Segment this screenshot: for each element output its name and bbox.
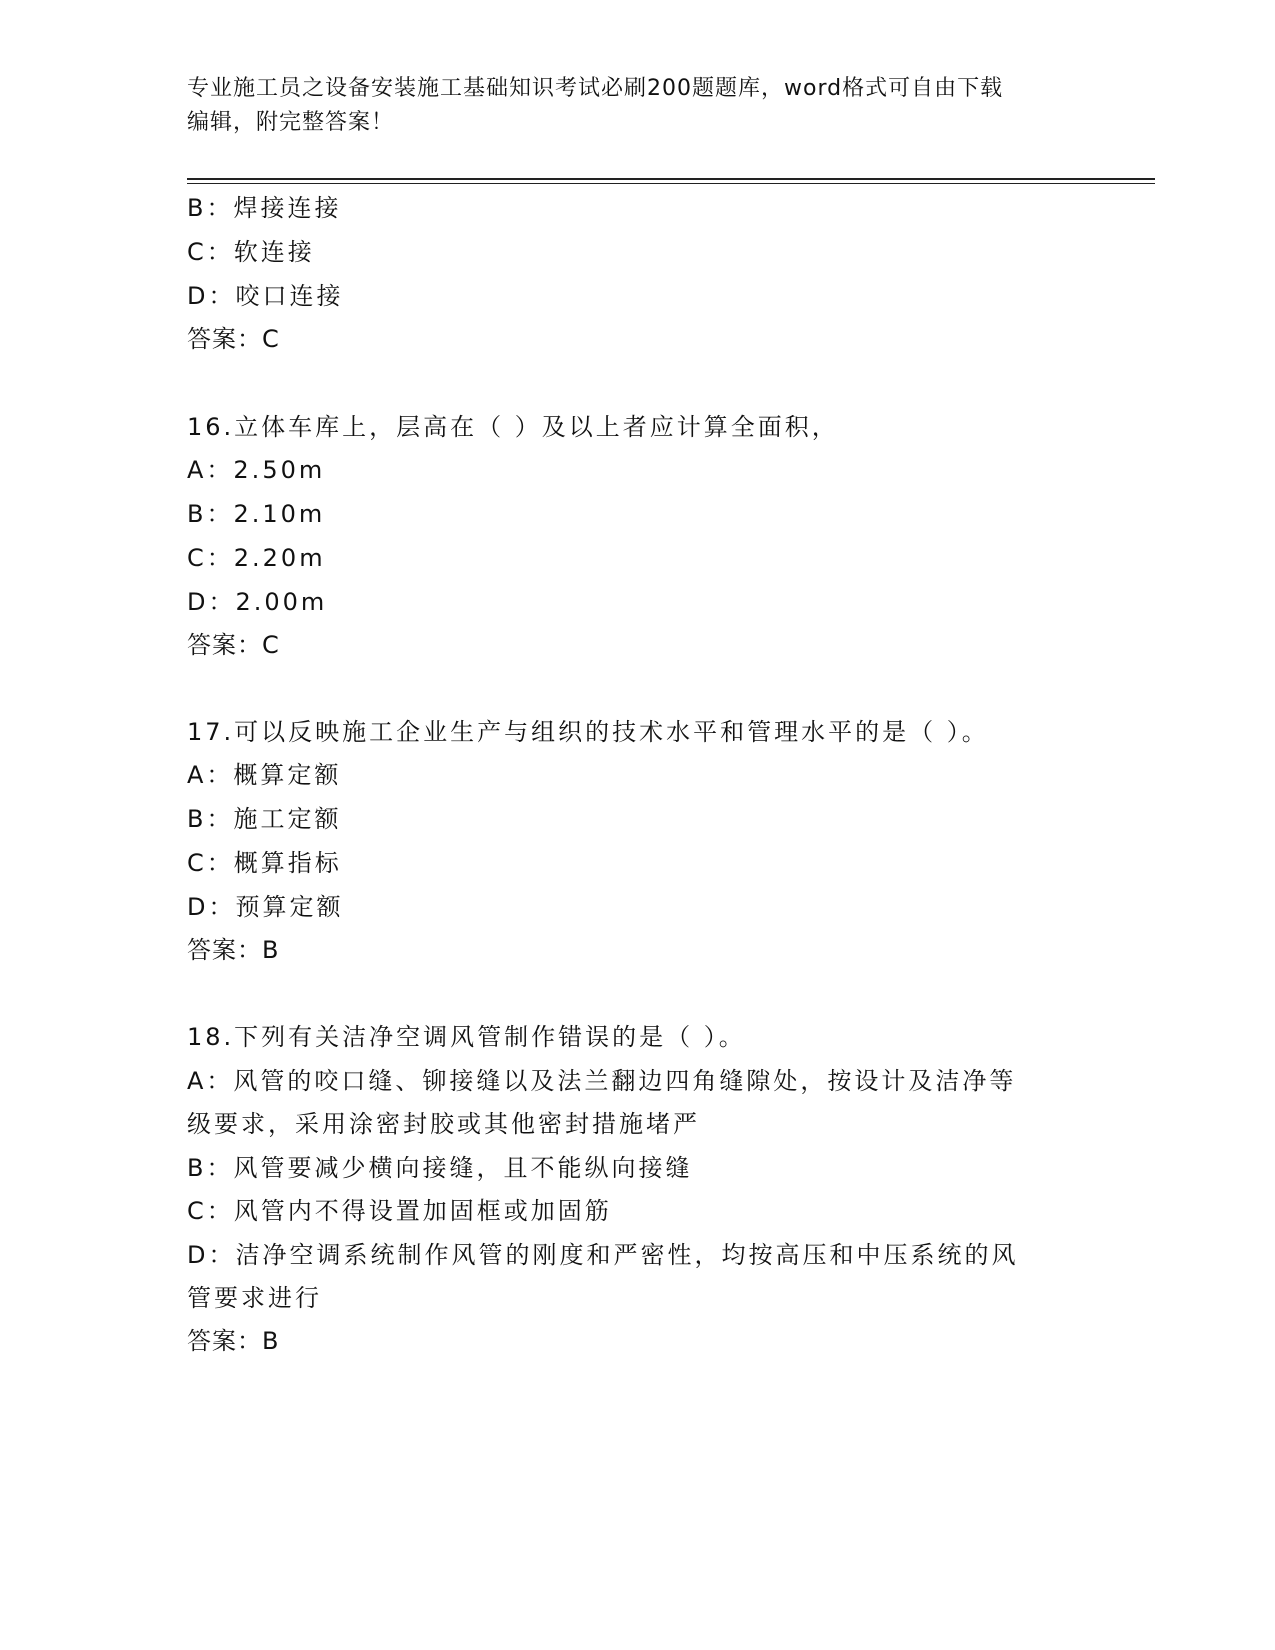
header-divider-thick xyxy=(187,178,1155,180)
q17-option-d: D：预算定额 xyxy=(187,893,344,921)
q15-option-d: D：咬口连接 xyxy=(187,282,344,310)
q18-option-b: B：风管要减少横向接缝，且不能纵向接缝 xyxy=(187,1154,693,1182)
header-line-1: 专业施工员之设备安装施工基础知识考试必刷200题题库，word格式可自由下载 xyxy=(187,76,1004,101)
q18-option-a-line-2: 级要求，采用涂密封胶或其他密封措施堵严 xyxy=(187,1110,700,1138)
q16-option-c: C：2.20m xyxy=(187,544,326,572)
header-line-2: 编辑，附完整答案！ xyxy=(187,110,395,135)
q18-option-c: C：风管内不得设置加固框或加固筋 xyxy=(187,1197,612,1225)
q17-answer: 答案：B xyxy=(187,936,280,964)
q16-answer: 答案：C xyxy=(187,631,280,659)
q17-question: 17.可以反映施工企业生产与组织的技术水平和管理水平的是（ ）。 xyxy=(187,718,989,746)
q18-question: 18.下列有关洁净空调风管制作错误的是（ ）。 xyxy=(187,1023,746,1051)
q18-option-d-line-1: D：洁净空调系统制作风管的刚度和严密性，均按高压和中压系统的风 xyxy=(187,1241,1019,1269)
q18-option-a-line-1: A：风管的咬口缝、铆接缝以及法兰翻边四角缝隙处，按设计及洁净等 xyxy=(187,1067,1017,1095)
q15-option-b: B：焊接连接 xyxy=(187,194,342,222)
q18-option-d-line-2: 管要求进行 xyxy=(187,1284,322,1312)
q17-option-c: C：概算指标 xyxy=(187,849,342,877)
q17-option-b: B：施工定额 xyxy=(187,805,342,833)
header-divider-thin xyxy=(187,183,1155,184)
q16-option-b: B：2.10m xyxy=(187,500,326,528)
q16-option-d: D：2.00m xyxy=(187,588,328,616)
page-header xyxy=(187,72,1087,140)
q17-option-a: A：概算定额 xyxy=(187,761,342,789)
q16-question: 16.立体车库上，层高在（ ）及以上者应计算全面积， xyxy=(187,413,839,441)
q16-option-a: A：2.50m xyxy=(187,456,326,484)
q15-answer: 答案：C xyxy=(187,325,280,353)
q18-answer: 答案：B xyxy=(187,1327,280,1355)
q15-option-c: C：软连接 xyxy=(187,238,315,266)
